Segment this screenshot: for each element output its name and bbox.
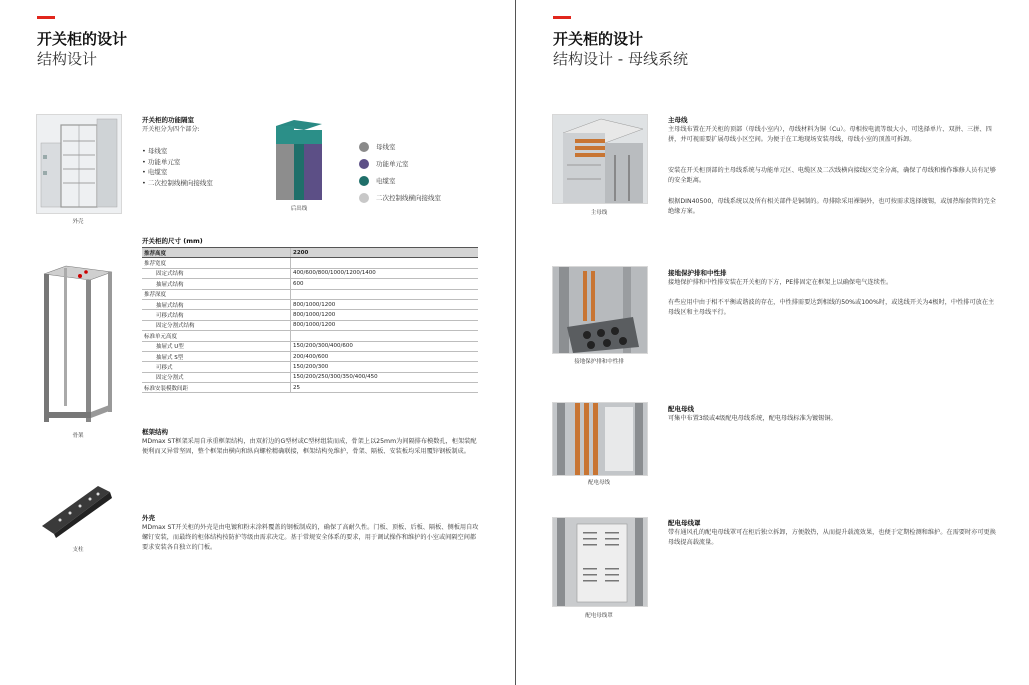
dist-cover-title: 配电母线罩 <box>668 519 701 527</box>
shell-image <box>36 114 122 214</box>
earth-bar-caption: 接地保护排和中性排 <box>574 359 624 365</box>
frame-skeleton-caption: 骨架 <box>72 433 84 439</box>
table-row <box>142 289 478 299</box>
earth-bar-p1: 接地保护排和中性排安装在开关柜的下方，PE排固定在框架上以确保电气连续性。 <box>668 279 893 286</box>
legend-entry: 母线室 <box>359 138 441 155</box>
table-row <box>142 268 478 278</box>
pillar-caption: 支柱 <box>72 547 84 553</box>
main-busbar-caption: 主母线 <box>590 210 608 216</box>
table-row <box>142 248 478 258</box>
list-item: • 母线室 <box>142 147 168 155</box>
legend-dot <box>359 176 369 186</box>
table-cell-value: 800/1000/1200 <box>291 320 479 330</box>
dimensions-table <box>142 247 478 393</box>
back-outlet-caption: 后出线 <box>290 206 308 212</box>
table-cell-value <box>291 258 479 268</box>
table-cell-label: 固定分割式结构 <box>142 320 291 330</box>
table-row <box>142 299 478 309</box>
main-busbar-p3: 根据DIN40500，母线系统以及所有相关部件是铜制的。母排除采用裸铜外，也可按需求选择镀锡，或加热缩套管的完全绝缘方案。 <box>668 198 996 215</box>
table-row <box>142 372 478 382</box>
table-row <box>142 341 478 351</box>
table-cell-value <box>291 331 479 341</box>
list-item: • 电缆室 <box>142 168 168 176</box>
main-busbar-p2: 安装在开关柜顶部的主母线系统与功能单元区、电缆区及二次线横向接线区完全分离，确保了母线和操作维修人员有足够的安全距离。 <box>668 167 996 184</box>
table-row <box>142 258 478 268</box>
page-divider <box>515 0 516 685</box>
right-accent-bar <box>553 16 571 19</box>
main-busbar-image <box>552 114 648 204</box>
table-cell-label: 标准安装模数间距 <box>142 383 291 393</box>
earth-bar-title: 接地保护排和中性排 <box>668 269 727 277</box>
table-row <box>142 279 478 289</box>
table-cell-value: 2200 <box>291 248 479 258</box>
list-item: • 二次控制线横向接线室 <box>142 178 213 187</box>
table-row <box>142 320 478 330</box>
legend-dot <box>359 193 369 203</box>
legend-entry: 二次控制线横向接线室 <box>359 189 441 206</box>
right-page-subtitle: 结构设计 - 母线系统 <box>553 50 688 68</box>
dist-busbar-p1: 可集中布置3级或4级配电母线系统，配电母线标准为镀锡铜。 <box>668 415 837 422</box>
compartments-intro: 开关柜分为四个部分: <box>142 126 200 133</box>
earth-bar-image <box>552 266 648 354</box>
table-row <box>142 331 478 341</box>
table-cell-label: 固定分割式 <box>142 372 291 382</box>
table-cell-label: 抽屉式结构 <box>142 279 291 289</box>
table-cell-label: 可移式结构 <box>142 310 291 320</box>
dist-cover-p1: 带有通风孔的配电母线罩可在柜后独立拆卸，方便散热，从而提升载流效果，也便于定期检测和维护。在需要时亦可更换母线提高载流量。 <box>668 529 996 546</box>
table-cell-value: 600 <box>291 279 479 289</box>
table-cell-value: 200/400/600 <box>291 351 479 361</box>
shell-body: MDmax ST开关柜的外壳是由电镀和粉末涂料覆盖的钢板制成的，确保了高耐久性。门板、顶板、后板、隔板、侧板用自攻螺钉安装，而最终的柜体结构按防护等级由需求决定。基于常规安全体系的要求，用于调试操作和维护的小室或间隔空间都要求安装各自独立的门板。 <box>142 524 479 551</box>
main-busbar-p1: 主母线布置在开关柜的顶部（母线小室内），母线材料为铜（Cu）。母相按电流等级大小，可选择单片、双拼、三拼、四拼，并可视需要扩展母线小区空间。为便于在工地现场安装母线，母线小室的顶盖可拆卸。 <box>668 126 992 143</box>
table-cell-label: 推荐高度 <box>142 248 291 258</box>
table-cell-value: 800/1000/1200 <box>291 310 479 320</box>
dist-busbar-title: 配电母线 <box>668 405 694 413</box>
table-cell-label: 抽屉式 S型 <box>142 351 291 361</box>
frame-skeleton-image <box>36 262 120 426</box>
legend-dot <box>359 159 369 169</box>
legend-dot <box>359 142 369 152</box>
main-busbar-title: 主母线 <box>668 116 688 124</box>
table-row <box>142 362 478 372</box>
left-accent-bar <box>37 16 55 19</box>
compartments-title: 开关柜的功能隔室 <box>142 116 194 124</box>
table-cell-value: 800/1000/1200 <box>291 299 479 309</box>
table-row <box>142 310 478 320</box>
shell-image-caption: 外壳 <box>72 219 84 225</box>
table-cell-label: 抽屉式 U型 <box>142 341 291 351</box>
table-cell-label: 抽屉式结构 <box>142 299 291 309</box>
table-cell-label: 可移式 <box>142 362 291 372</box>
table-cell-value <box>291 289 479 299</box>
table-cell-value: 400/600/800/1000/1200/1400 <box>291 268 479 278</box>
table-cell-label: 推荐深度 <box>142 289 291 299</box>
table-cell-value: 150/200/300/400/600 <box>291 341 479 351</box>
table-cell-value: 150/200/300 <box>291 362 479 372</box>
compartment-legend <box>359 138 441 206</box>
left-page-title: 开关柜的设计 <box>37 30 128 48</box>
legend-entry: 电缆室 <box>359 172 441 189</box>
pillar-image <box>38 482 118 538</box>
dist-busbar-caption: 配电母线 <box>587 480 610 486</box>
shell-title: 外壳 <box>142 514 155 522</box>
dimensions-table-wrap <box>142 247 478 393</box>
table-cell-label: 固定式结构 <box>142 268 291 278</box>
compartments-list <box>142 146 213 188</box>
dist-busbar-image <box>552 402 648 476</box>
frame-structure-title: 框架结构 <box>142 428 168 436</box>
table-cell-value: 150/200/250/300/350/400/450 <box>291 372 479 382</box>
right-page-title: 开关柜的设计 <box>553 30 644 48</box>
frame-structure-body: MDmax ST框架采用自承重框架结构，由双折边的G型材或C型材组装而成，骨架上以25mm为间隔排布模数孔，柜架装配便利而又异常坚固，整个框架由横向和纵向螺栓精确联接，框架结构免维护，骨架、隔板、安装板均采用覆锌钢板制成。 <box>142 438 477 455</box>
table-cell-label: 推荐宽度 <box>142 258 291 268</box>
dist-cover-image <box>552 517 648 607</box>
table-cell-label: 标准单元高度 <box>142 331 291 341</box>
list-item: • 功能单元室 <box>142 157 181 166</box>
table-row <box>142 351 478 361</box>
table-cell-value: 25 <box>291 383 479 393</box>
legend-entry: 功能单元室 <box>359 155 441 172</box>
compartment-diagram <box>272 118 326 202</box>
earth-bar-p2: 有些应用中由于相不平衡或谐波的存在，中性排需要达到相线的50%或100%时，或选线开关为4极时，中性排可放在主母线区和主母线平行。 <box>668 299 995 316</box>
left-page-subtitle: 结构设计 <box>37 50 98 68</box>
dimensions-title: 开关柜的尺寸 (mm) <box>142 237 203 245</box>
table-row <box>142 383 478 393</box>
dist-cover-caption: 配电母线罩 <box>585 613 613 619</box>
